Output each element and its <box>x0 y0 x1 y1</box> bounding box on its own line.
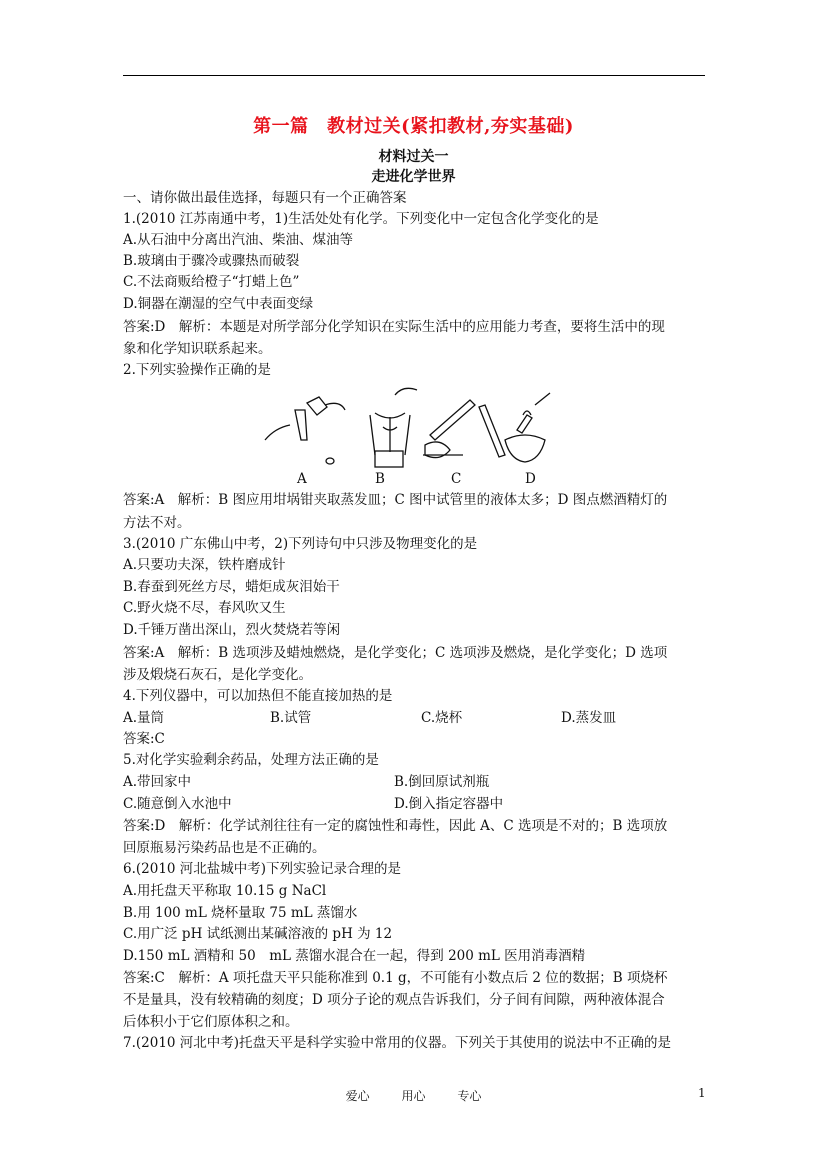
header-rule <box>123 75 705 76</box>
question-1: 1.(2010 江苏南通中考，1)生活处处有化学。下列变化中一定包含化学变化的是 <box>123 211 599 227</box>
q4-option-a: A.量筒 <box>123 710 165 726</box>
q4-option-b: B.试管 <box>270 710 312 726</box>
footer-text-2: 用心 <box>401 1089 426 1103</box>
q6-option-a: A.用托盘天平称取 10.15 g NaCl <box>123 883 327 899</box>
page-number: 1 <box>698 1086 706 1100</box>
q1-option-d: D.铜器在潮湿的空气中表面变绿 <box>123 296 314 312</box>
q5-option-c: C.随意倒入水池中 <box>123 796 232 812</box>
question-2: 2.下列实验操作正确的是 <box>123 362 271 378</box>
q3-option-a: A.只要功夫深，铁杵磨成针 <box>123 557 286 573</box>
q5-option-d: D.倒入指定容器中 <box>394 796 504 812</box>
footer-text-3: 专心 <box>457 1089 482 1103</box>
q6-answer: 答案:C 解析：A 项托盘天平只能称准到 0.1 g，不可能有小数点后 2 位的数据；B 项烧杯 <box>123 970 668 986</box>
q6-option-b: B.用 100 mL 烧杯量取 75 mL 蒸馏水 <box>123 905 358 921</box>
q5-answer-cont: 回原瓶易污染药品也是不正确的。 <box>123 840 326 856</box>
q6-option-d: D.150 mL 酒精和 50 mL 蒸馏水混合在一起，得到 200 mL 医用消毒酒精 <box>123 948 586 964</box>
footer-text-1: 爱心 <box>345 1089 370 1103</box>
q4-option-d: D.蒸发皿 <box>561 710 617 726</box>
q6-answer-cont2: 后体积小于它们原体积之和。 <box>123 1014 299 1030</box>
figure-label-d: D <box>525 471 536 487</box>
q1-option-c: C.不法商贩给橙子“打蜡上色” <box>123 274 300 290</box>
q3-answer: 答案:A 解析：B 选项涉及蜡烛燃烧，是化学变化；C 选项涉及燃烧，是化学变化；D 选项 <box>123 645 668 661</box>
question-7: 7.(2010 河北中考)托盘天平是科学实验中常用的仪器。下列关于其使用的说法中不正确的是 <box>123 1035 672 1051</box>
q3-answer-cont: 涉及煅烧石灰石，是化学变化。 <box>123 667 312 683</box>
figure-label-a: A <box>297 471 307 487</box>
q1-option-b: B.玻璃由于骤冷或骤热而破裂 <box>123 253 300 269</box>
q1-option-a: A.从石油中分离出汽油、柴油、煤油等 <box>123 232 354 248</box>
q2-answer: 答案:A 解析：B 图应用坩埚钳夹取蒸发皿；C 图中试管里的液体太多；D 图点燃酒精灯的 <box>123 492 668 508</box>
question-4: 4.下列仪器中，可以加热但不能直接加热的是 <box>123 688 393 704</box>
section-subtitle: 材料过关一 <box>378 149 449 165</box>
q1-answer-cont: 象和化学知识联系起来。 <box>123 341 272 357</box>
q3-option-c: C.野火烧不尽，春风吹又生 <box>123 600 286 616</box>
q3-option-d: D.千锤万凿出深山，烈火焚烧若等闲 <box>123 622 341 638</box>
q5-answer: 答案:D 解析：化学试剂往往有一定的腐蚀性和毒性，因此 A、C 选项是不对的；B 选项放 <box>123 818 668 834</box>
q5-option-b: B.倒回原试剂瓶 <box>394 774 490 790</box>
q3-option-b: B.春蚕到死丝方尽，蜡炬成灰泪始干 <box>123 579 340 595</box>
question-5: 5.对化学实验剩余药品，处理方法正确的是 <box>123 752 379 768</box>
q2-answer-cont: 方法不对。 <box>123 515 191 531</box>
q6-answer-cont1: 不是量具，没有较精确的刻度；D 项分子论的观点告诉我们，分子间有间隙，两种液体混合 <box>123 992 665 1008</box>
q1-answer: 答案:D 解析：本题是对所学部分化学知识在实际生活中的应用能力考查，要将生活中的现 <box>123 319 665 335</box>
q6-option-c: C.用广泛 pH 试纸测出某碱溶液的 pH 为 12 <box>123 926 393 942</box>
figure-label-b: B <box>375 471 385 487</box>
instruction-line: 一、请你做出最佳选择，每题只有一个正确答案 <box>123 190 407 206</box>
chapter-subtitle: 走进化学世界 <box>371 169 456 185</box>
question-6: 6.(2010 河北盐城中考)下列实验记录合理的是 <box>123 861 402 877</box>
question-3: 3.(2010 广东佛山中考，2)下列诗句中只涉及物理变化的是 <box>123 536 478 552</box>
q4-answer: 答案:C <box>123 731 165 747</box>
figure-label-c: C <box>451 471 462 487</box>
q5-option-a: A.带回家中 <box>123 774 192 790</box>
q4-option-c: C.烧杯 <box>421 710 463 726</box>
document-title: 第一篇 教材过关(紧扣教材,夯实基础) <box>253 116 574 137</box>
